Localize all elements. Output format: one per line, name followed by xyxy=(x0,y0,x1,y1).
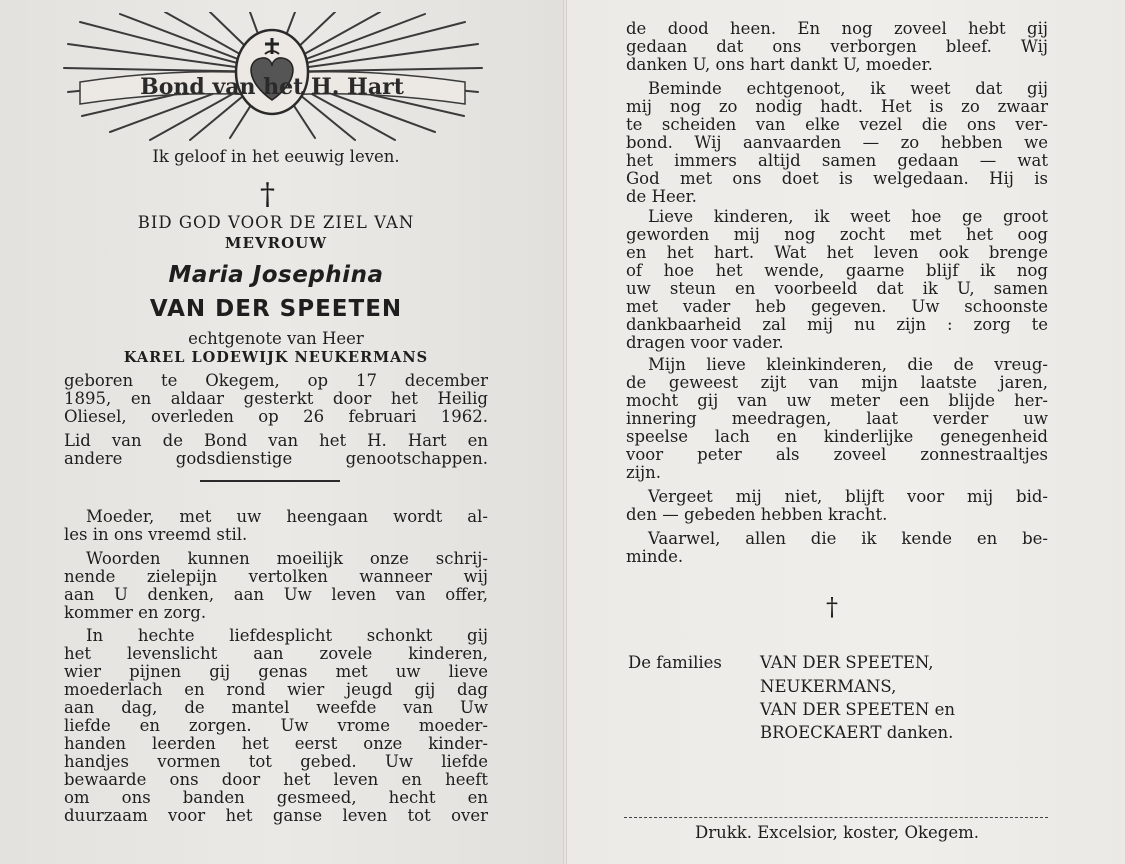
text-line: het levenslicht aan zovele kinderen, xyxy=(64,644,488,663)
text-line: liefde en zorgen. Uw vrome moeder- xyxy=(64,716,488,735)
banner-text: Bond van het H. Hart xyxy=(140,74,404,100)
family-name-line: BROECKAERT danken. xyxy=(760,723,954,742)
bio-line: andere godsdienstige genootschappen. xyxy=(64,449,488,468)
text-line: Vaarwel, allen die ik kende en be- xyxy=(648,529,1048,548)
text-line: danken U, ons hart dankt U, moeder. xyxy=(626,55,933,74)
text-line: gedaan dat ons verborgen bleef. Wij xyxy=(626,37,1048,56)
text-line: den — gebeden hebben kracht. xyxy=(626,505,888,524)
text-line: zijn. xyxy=(626,463,661,482)
text-line: handjes vormen tot gebed. Uw liefde xyxy=(64,752,488,771)
prayer-line: BID GOD VOOR DE ZIEL VAN xyxy=(137,213,415,232)
text-line: Lieve kinderen, ik weet hoe ge groot xyxy=(648,207,1048,226)
bio-line: Oliesel, overleden op 26 februari 1962. xyxy=(64,407,488,426)
text-line: Mijn lieve kleinkinderen, die de vreug- xyxy=(648,355,1048,374)
text-line: Woorden kunnen moeilijk onze schrij- xyxy=(86,549,488,568)
spouse-name: KAREL LODEWIJK NEUKERMANS xyxy=(123,349,429,366)
text-line: mocht gij van uw meter een blijde her- xyxy=(626,391,1048,410)
text-line: Moeder, met uw heengaan wordt al- xyxy=(86,507,488,526)
text-line: aan dag, de mantel weefde van Uw xyxy=(64,698,488,717)
family-name-line: NEUKERMANS, xyxy=(760,677,897,696)
text-line: voor peter als zoveel zonnestraaltjes xyxy=(626,445,1048,464)
footer-divider xyxy=(624,817,1048,818)
text-line: met vader heb gegeven. Uw schoonste xyxy=(626,297,1048,316)
text-line: de geweest zijt van mijn laatste jaren, xyxy=(626,373,1048,392)
text-line: In hechte liefdesplicht schonkt gij xyxy=(86,626,488,645)
sacred-heart-icon xyxy=(236,30,308,114)
text-line: wier pijnen gij genas met uw lieve xyxy=(64,662,488,681)
given-names: Maria Josephina xyxy=(168,262,384,288)
text-line: bond. Wij aanvaarden — zo hebben we xyxy=(626,133,1048,152)
divider-rule xyxy=(200,480,340,482)
text-line: het immers altijd samen gedaan — wat xyxy=(626,151,1048,170)
text-line: duurzaam voor het ganse leven tot over xyxy=(64,806,488,825)
text-line: nende zielepijn vertolken wanneer wij xyxy=(64,567,488,586)
cross-icon: † xyxy=(826,593,838,621)
text-line: bewaarde ons door het leven en heeft xyxy=(64,770,488,789)
spouse-line: echtgenote van Heer xyxy=(188,329,364,348)
text-line: les in ons vreemd stil. xyxy=(64,525,248,544)
text-line: Vergeet mij niet, blijft voor mij bid- xyxy=(648,487,1048,506)
title-line: MEVROUW xyxy=(224,234,328,252)
text-line: Beminde echtgenoot, ik weet dat gij xyxy=(648,79,1048,98)
text-line: dragen voor vader. xyxy=(626,333,784,352)
bio-line: 1895, en aldaar gesterkt door het Heilig xyxy=(64,389,488,408)
text-line: dankbaarheid zal mij nu zijn : zorg te xyxy=(626,315,1048,334)
text-line: de dood heen. En nog zoveel hebt gij xyxy=(626,19,1048,38)
text-line: te scheiden van elke vezel die ons ver- xyxy=(626,115,1048,134)
sacred-heart-emblem xyxy=(60,12,485,142)
bio-line: Lid van de Bond van het H. Hart en xyxy=(64,431,488,450)
bio-line: geboren te Okegem, op 17 december xyxy=(64,371,488,390)
family-name-line: VAN DER SPEETEN, xyxy=(760,653,934,672)
text-line: de Heer. xyxy=(626,187,697,206)
family-name-line: VAN DER SPEETEN en xyxy=(760,700,955,719)
family-name: VAN DER SPEETEN xyxy=(149,296,403,322)
text-line: om ons banden gesmeed, hecht en xyxy=(64,788,488,807)
text-line: en het hart. Wat het leven ook brenge xyxy=(626,243,1048,262)
creed-text: Ik geloof in het eeuwig leven. xyxy=(152,147,400,166)
text-line: speelse lach en kinderlijke genegenheid xyxy=(626,427,1048,446)
text-line: handen leerden het eerst onze kinder- xyxy=(64,734,488,753)
text-line: God met ons doet is welgedaan. Hij is xyxy=(626,169,1048,188)
text-line: minde. xyxy=(626,547,684,566)
text-line: mij nog zo nodig hadt. Het is zo zwaar xyxy=(626,97,1048,116)
printer-credit: Drukk. Excelsior, koster, Okegem. xyxy=(695,823,979,842)
text-line: geworden mij nog zocht met het oog xyxy=(626,225,1048,244)
text-line: innering meedragen, laat verder uw xyxy=(626,409,1048,428)
text-line: kommer en zorg. xyxy=(64,603,207,622)
text-line: moederlach en rond wier jeugd gij dag xyxy=(64,680,488,699)
text-line: of hoe het wende, gaarne blijf ik nog xyxy=(626,261,1048,280)
text-line: uw steun en voorbeeld dat ik U, samen xyxy=(626,279,1048,298)
families-prefix: De families xyxy=(628,653,722,672)
cross-icon: † xyxy=(260,177,275,212)
text-line: aan U denken, aan Uw leven van offer, xyxy=(64,585,488,604)
